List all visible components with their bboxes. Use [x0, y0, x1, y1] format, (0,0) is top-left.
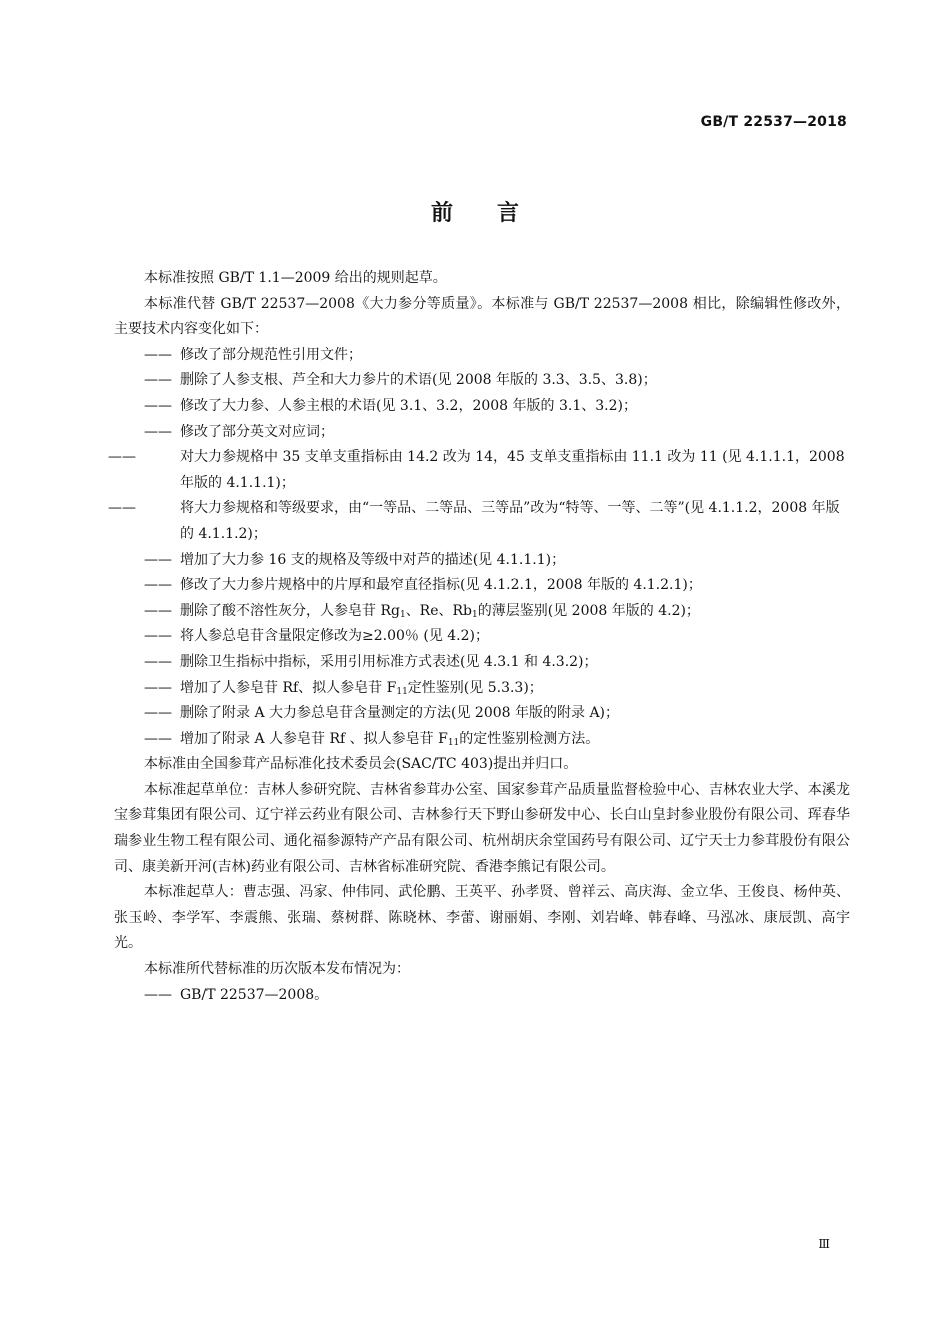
paragraph-replacement: 本标准代替 GB/T 22537—2008《大力参分等质量》。本标准与 GB/T 22537—2008 相比，除编辑性修改外，主要技术内容变化如下： [114, 295, 850, 338]
paragraph-drafting-units: 本标准起草单位：吉林人参研究院、吉林省参茸办公室、国家参茸产品质量监督检验中心、吉林农业大学、本溪龙宝参茸集团有限公司、辽宁祥云药业有限公司、吉林参行天下野山参研发中心、长白山皇封参业股份有限公司、珲春华瑞参业生物工程有限公司、通化福参源特产产品有限公司、杭州胡庆余堂国药号有限公司、辽宁天士力参茸股份有限公司、康美新开河(吉林)药业有限公司、吉林省标准研究院、香港李熊记有限公司。 [114, 781, 850, 875]
list-item: —— 修改了部分规范性引用文件； [144, 346, 362, 363]
list-item: —— 对大力参规格中 35 支单支重指标由 14.2 改为 14，45 支单支重指标由 11.1 改为 11 (见 4.1.1.1，2008 年版的 4.1.1.1)； [108, 449, 845, 491]
page-number: Ⅲ [818, 1237, 830, 1251]
list-item: —— 删除卫生指标中指标，采用引用标准方式表述(见 4.3.1 和 4.3.2)； [144, 653, 598, 670]
list-item: —— 将人参总皂苷含量限定修改为≥2.00％ (见 4.2)； [144, 628, 489, 645]
list-item: —— 删除了人参支根、芦全和大力参片的术语(见 2008 年版的 3.3、3.5、3.8)； [144, 372, 657, 389]
standard-code: GB/T 22537—2018 [700, 114, 847, 130]
paragraph-drafting-rules: 本标准按照 GB/T 1.1—2009 给出的规则起草。 [144, 270, 447, 286]
list-item: —— 删除了酸不溶性灰分，人参皂苷 $Rg_1$、Re、$Rb_1$的薄层鉴别(见 2008 年版的 4.2)； [144, 602, 700, 620]
list-item: —— 修改了大力参片规格中的片厚和最窄直径指标(见 4.1.2.1，2008 年版的 4.1.2.1)； [144, 577, 702, 594]
list-item: —— 增加了人参皂苷 Rf、拟人参皂苷 $F_{11}$定性鉴别(见 5.3.3)； [144, 679, 543, 697]
list-item: —— 增加了大力参 16 支的规格及等级中对芦的描述(见 4.1.1.1)； [144, 551, 566, 568]
paragraph-history: 本标准所代替标准的历次版本发布情况为： [144, 961, 410, 978]
list-item: —— 修改了部分英文对应词； [144, 423, 334, 440]
list-item: —— 增加了附录 A 人参皂苷 Rf 、拟人参皂苷 $F_{11}$的定性鉴别检测方法。 [144, 730, 600, 748]
list-item: —— GB/T 22537—2008。 [144, 986, 329, 1003]
paragraph-proposer: 本标准由全国参茸产品标准化技术委员会(SAC/TC 403)提出并归口。 [144, 756, 578, 773]
list-item: —— 修改了大力参、人参主根的术语(见 3.1、3.2，2008 年版的 3.1、3.2)； [144, 397, 637, 414]
list-item: —— 将大力参规格和等级要求，由“一等品、二等品、三等品”改为“特等、一等、二等”(见 4.1.1.2，2008 年版的 4.1.1.2)； [108, 500, 840, 542]
document-body [108, 266, 850, 1008]
list-item: —— 删除了附录 A 大力参总皂苷含量测定的方法(见 2008 年版的附录 A)； [144, 705, 620, 722]
paragraph-drafters: 本标准起草人：曹志强、冯家、仲伟同、武伦鹏、王英平、孙孝贤、曾祥云、高庆海、金立华、王俊良、杨仲英、张玉岭、李学军、李震熊、张瑞、蔡树群、陈晓林、李蕾、谢丽娟、李刚、刘岩峰、韩春峰、马泓冰、康辰凯、高宇光。 [114, 884, 850, 952]
page-title: 前言 [430, 201, 563, 226]
